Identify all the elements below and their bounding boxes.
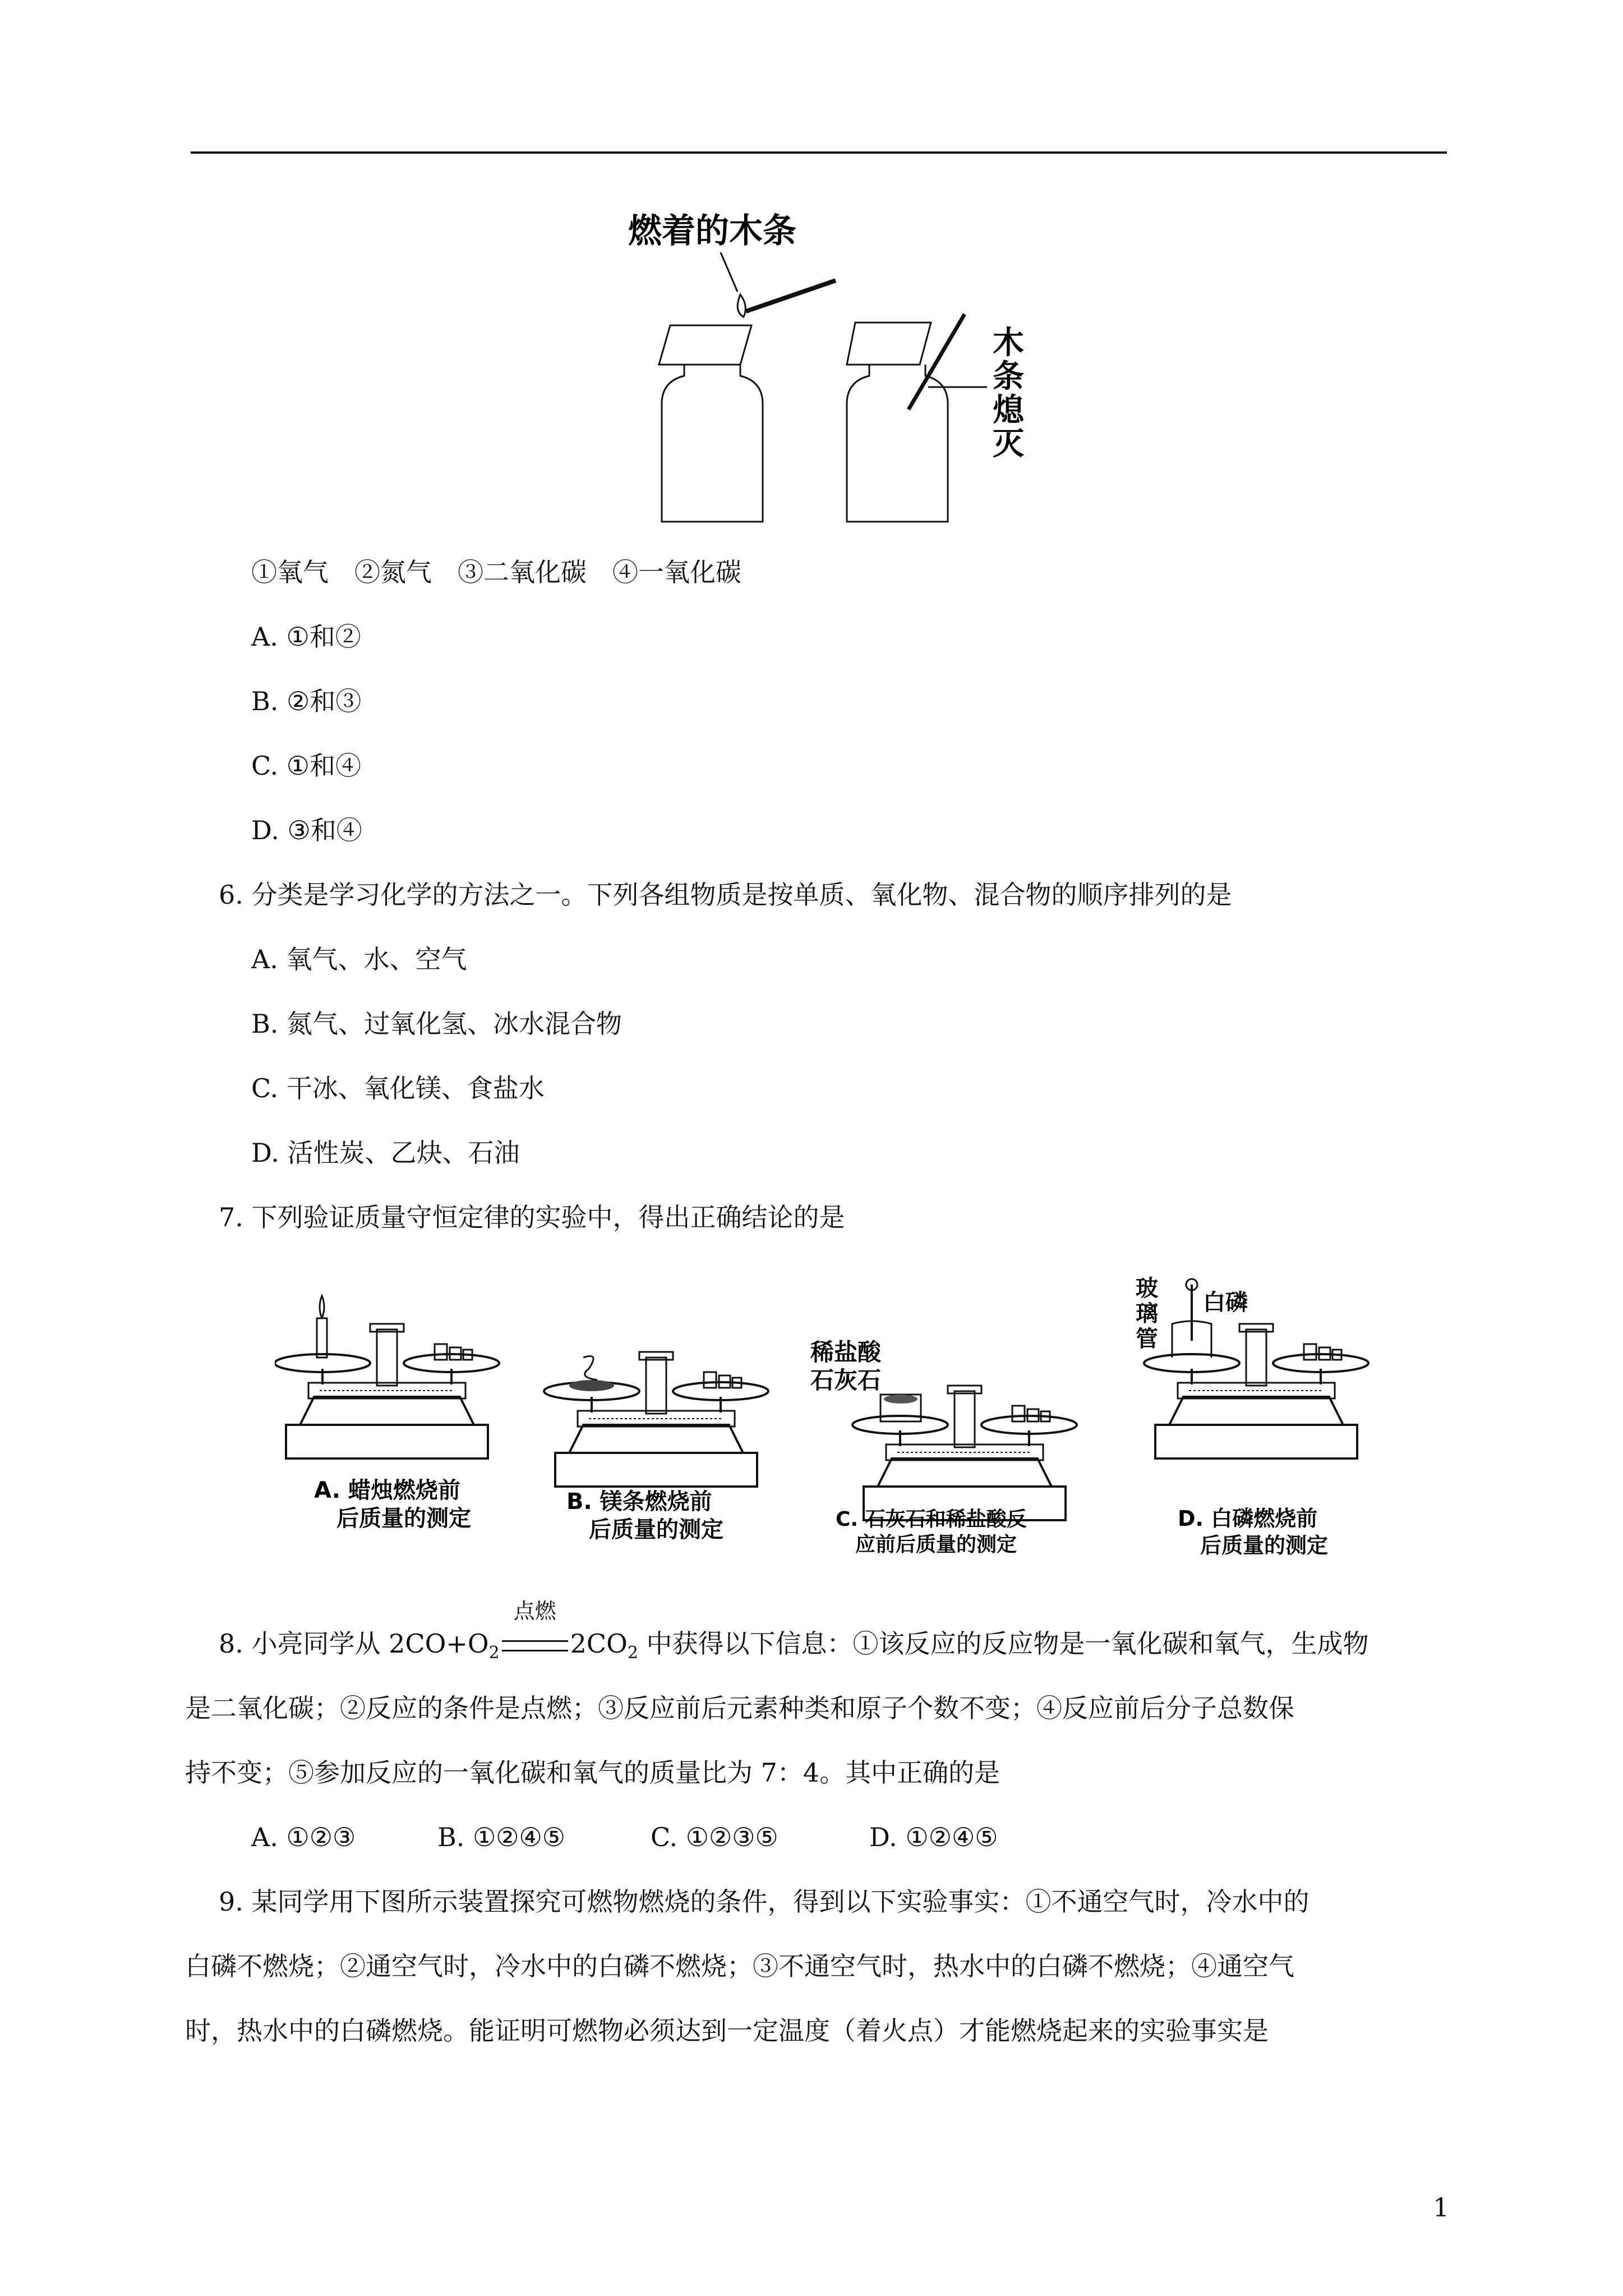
q7-stem: 7. 下列验证质量守恒定律的实验中，得出正确结论的是 — [219, 1202, 845, 1232]
q6-option-c: C. 干冰、氧化镁、食盐水 — [251, 1073, 545, 1103]
q8-prefix: 8. 小亮同学从 2CO+O — [219, 1628, 489, 1659]
caption-c-1: C. 石灰石和稀盐酸反 — [836, 1508, 1027, 1531]
q9-line2: 白磷不燃烧；②通空气时，冷水中的白磷不燃烧；③不通空气时，热水中的白磷不燃烧；④通空气 — [185, 1951, 1294, 1981]
burning-stick-label: 燃着的木条 — [628, 211, 796, 251]
caption-d-1: D. 白磷燃烧前 — [1178, 1506, 1318, 1531]
extinguished-label-1: 木 — [993, 325, 1024, 361]
extinguished-label-3: 熄 — [993, 392, 1024, 429]
caption-d-2: 后质量的测定 — [1200, 1533, 1329, 1558]
caption-c-2: 应前后质量的测定 — [855, 1533, 1017, 1556]
caption-b-2: 后质量的测定 — [589, 1517, 723, 1543]
header-rule — [191, 151, 1447, 154]
page-number: 1 — [1433, 2192, 1450, 2223]
q8-co2-subscript: 2 — [627, 1643, 638, 1663]
q5-option-b: B. ②和③ — [251, 686, 362, 716]
q6-option-d: D. 活性炭、乙炔、石油 — [251, 1138, 520, 1168]
q8-product: 2CO — [570, 1628, 628, 1659]
q5-option-d: D. ③和④ — [251, 815, 362, 845]
reaction-arrow — [500, 1599, 570, 1660]
extinguished-label-2: 条 — [993, 358, 1024, 395]
balance-experiments-figure — [275, 1262, 1396, 1565]
glass-tube-label-1: 玻 — [1136, 1276, 1158, 1301]
q8-line1 — [219, 1599, 1369, 1670]
caption-a-2: 后质量的测定 — [336, 1506, 471, 1531]
q9-line3: 时，热水中的白磷燃烧。能证明可燃物必须达到一定温度（着火点）才能燃烧起来的实验事实是 — [185, 2016, 1269, 2046]
q5-items: ①氧气 ②氮气 ③二氧化碳 ④一氧化碳 — [251, 557, 741, 587]
limestone-label: 石灰石 — [810, 1366, 882, 1394]
glass-tube-label-3: 管 — [1136, 1326, 1158, 1352]
q5-option-a: A. ①和② — [251, 622, 361, 652]
q8-o2-subscript: 2 — [488, 1643, 500, 1663]
q6-option-b: B. 氮气、过氧化氢、冰水混合物 — [251, 1009, 623, 1039]
gas-bottle-figure — [606, 202, 1054, 527]
caption-a-1: A. 蜡烛燃烧前 — [314, 1478, 460, 1503]
caption-b-1: B. 镁条燃烧前 — [566, 1489, 712, 1515]
acid-label: 稀盐酸 — [810, 1338, 882, 1366]
extinguished-label-4: 灭 — [993, 426, 1024, 462]
q6-option-a: A. 氧气、水、空气 — [251, 944, 467, 974]
reaction-condition: 点燃 — [513, 1599, 556, 1623]
q9-line1: 9. 某同学用下图所示装置探究可燃物燃烧的条件，得到以下实验事实：①不通空气时，冷水中的 — [219, 1887, 1310, 1917]
q8-line2: 是二氧化碳；②反应的条件是点燃；③反应前后元素种类和原子个数不变；④反应前后分子总数保 — [185, 1693, 1294, 1723]
q8-option-a: A. ①②③ — [251, 1822, 356, 1852]
q8-line3: 持不变；⑤参加反应的一氧化碳和氧气的质量比为 7：4。其中正确的是 — [185, 1757, 1000, 1788]
q8-option-d: D. ①②④⑤ — [869, 1822, 998, 1852]
q5-option-c: C. ①和④ — [251, 751, 362, 781]
q8-option-c: C. ①②③⑤ — [651, 1822, 778, 1852]
q8-suffix: 中获得以下信息：①该反应的反应物是一氧化碳和氧气，生成物 — [638, 1628, 1369, 1659]
glass-tube-label-2: 璃 — [1136, 1301, 1158, 1327]
q6-stem: 6. 分类是学习化学的方法之一。下列各组物质是按单质、氧化物、混合物的顺序排列的是 — [219, 880, 1232, 910]
white-phosphorus-label: 白磷 — [1203, 1290, 1248, 1315]
q8-option-b: B. ①②④⑤ — [437, 1822, 566, 1852]
